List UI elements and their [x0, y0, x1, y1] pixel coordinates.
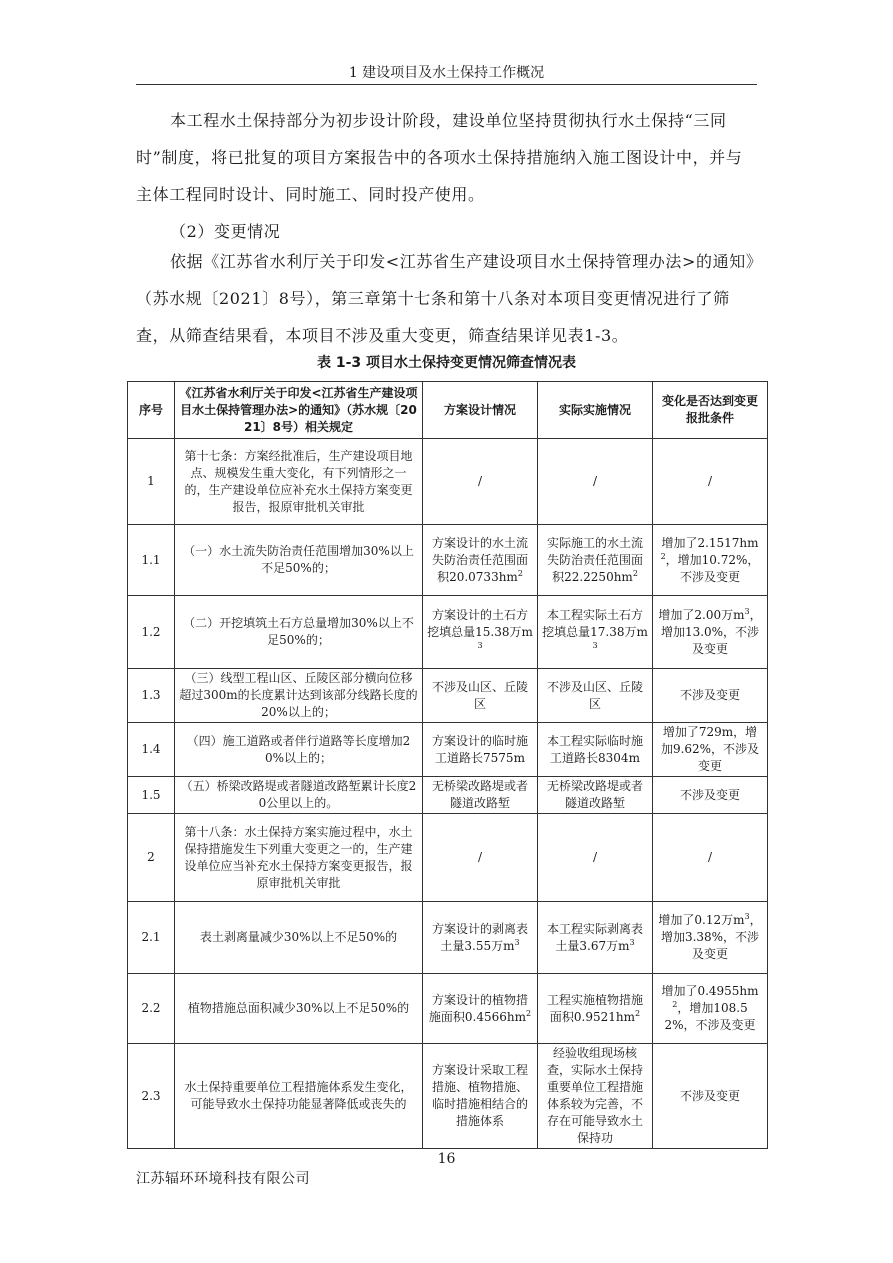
- table-row: [128, 669, 768, 723]
- row-reached: 不涉及变更: [653, 669, 768, 723]
- section-heading-changes: （2）变更情况: [170, 222, 281, 241]
- row-rule: （二）开挖填筑土石方总量增加30%以上不足50%的；: [175, 596, 423, 669]
- unit-superscript: 3: [744, 912, 750, 921]
- table-row: [128, 974, 768, 1044]
- row-seq: 2.1: [128, 902, 175, 974]
- header-seq: 序号: [128, 382, 175, 439]
- row-reached: [653, 902, 768, 974]
- row-plan: 不涉及山区、丘陵区: [423, 669, 538, 723]
- plan-text: 方案设计的剥离表土量3.55万m: [431, 921, 528, 953]
- plan-text: 方案设计的水土流失防治责任范围面积20.0733hm: [431, 535, 528, 584]
- header-plan: 方案设计情况: [423, 382, 538, 439]
- table-row: [128, 902, 768, 974]
- table-row: [128, 723, 768, 777]
- row-actual: 本工程实际临时施工道路长8304m: [538, 723, 653, 777]
- page-number: 16: [437, 1151, 456, 1167]
- unit-superscript: 3: [514, 937, 520, 947]
- row-rule: （五）桥梁改路堤或者隧道改路堑累计长度20公里以上的。: [175, 777, 423, 814]
- row-actual: /: [538, 814, 653, 902]
- row-rule: （四）施工道路或者伴行道路等长度增加20%以上的；: [175, 723, 423, 777]
- row-plan: [423, 525, 538, 596]
- row-reached: 不涉及变更: [653, 1044, 768, 1149]
- row-seq: 1: [128, 439, 175, 525]
- row-actual: [538, 596, 653, 669]
- company-name: 江苏辐环环境科技有限公司: [136, 1171, 310, 1187]
- table-row: [128, 525, 768, 596]
- row-rule: 水土保持重要单位工程措施体系发生变化，可能导致水土保持功能显著降低或丧失的: [175, 1044, 423, 1149]
- row-actual: [538, 525, 653, 596]
- change-screening-table: [127, 381, 768, 1149]
- reached-text-end: ，增加108.52%，不涉及变更: [664, 1001, 756, 1032]
- row-reached: 增加了729m，增加9.62%，不涉及变更: [653, 723, 768, 777]
- header-divider: [136, 84, 757, 85]
- reached-text: 增加了2.1517hm: [661, 535, 759, 550]
- unit-superscript: 3: [592, 640, 598, 650]
- row-reached: [653, 525, 768, 596]
- row-plan: 方案设计的临时施工道路长7575m: [423, 723, 538, 777]
- reached-text-end: ，增加3.38%，不涉及变更: [660, 913, 762, 961]
- row-plan: [423, 974, 538, 1044]
- row-plan: /: [423, 814, 538, 902]
- unit-superscript: 3: [744, 606, 750, 616]
- table-header-row: [128, 382, 768, 439]
- table-row: [128, 1044, 768, 1149]
- row-rule: 植物措施总面积减少30%以上不足50%的: [175, 974, 423, 1044]
- row-actual: 无桥梁改路堤或者隧道改路堑: [538, 777, 653, 814]
- unit-superscript: 3: [477, 640, 483, 650]
- row-rule: 第十八条：水土保持方案实施过程中，水土保持措施发生下列重大变更之一的，生产建设单位应当补充水土保持方案变更报告，报原审批机关审批: [175, 814, 423, 902]
- actual-text: 实际施工的水土流失防治责任范围面积22.2250hm: [546, 535, 643, 584]
- page-header: 1 建设项目及水土保持工作概况: [348, 65, 545, 81]
- actual-text: 本工程实际土石方挖填总量17.38万m: [542, 607, 648, 639]
- header-reached: 变化是否达到变更报批条件: [653, 382, 768, 439]
- unit-superscript: 2: [526, 1008, 532, 1018]
- row-seq: 2: [128, 814, 175, 902]
- unit-superscript: 3: [629, 937, 635, 947]
- row-actual: [538, 974, 653, 1044]
- row-plan: /: [423, 439, 538, 525]
- reached-text: 增加了2.00万m: [658, 607, 745, 622]
- row-rule: 第十七条：方案经批准后，生产建设项目地点、规模发生重大变化，有下列情形之一的，生产建设单位应补充水土保持方案变更报告，报原审批机关审批: [175, 439, 423, 525]
- row-seq: 1.4: [128, 723, 175, 777]
- row-reached: /: [653, 439, 768, 525]
- table-row: [128, 439, 768, 525]
- unit-superscript: 2: [632, 568, 638, 578]
- row-seq: 2.3: [128, 1044, 175, 1149]
- row-rule: 表土剥离量减少30%以上不足50%的: [175, 902, 423, 974]
- plan-text: 方案设计的植物措施面积0.4566hm: [428, 992, 528, 1024]
- reached-text-end: ，增加13.0%，不涉及变更: [660, 607, 762, 656]
- row-seq: 1.3: [128, 669, 175, 723]
- reached-text: 增加了0.4955hm: [661, 984, 759, 998]
- row-rule: （三）线型工程山区、丘陵区部分横向位移超过300m的长度累计达到该部分线路长度的20%以上的；: [175, 669, 423, 723]
- table-caption: 表 1-3 项目水土保持变更情况筛查情况表: [316, 355, 577, 371]
- row-actual: 不涉及山区、丘陵区: [538, 669, 653, 723]
- row-seq: 1.2: [128, 596, 175, 669]
- row-plan: 无桥梁改路堤或者隧道改路堑: [423, 777, 538, 814]
- row-plan: [423, 596, 538, 669]
- table-row: [128, 596, 768, 669]
- row-actual: 经验收组现场核查，实际水土保持重要单位工程措施体系较为完善，不存在可能导致水土保持功: [538, 1044, 653, 1149]
- table-row: [128, 777, 768, 814]
- table-row: [128, 814, 768, 902]
- row-seq: 1.1: [128, 525, 175, 596]
- row-seq: 1.5: [128, 777, 175, 814]
- unit-superscript: 2: [635, 1008, 641, 1018]
- unit-superscript: 2: [517, 568, 523, 578]
- actual-text: 工程实施植物措施面积0.9521hm: [546, 992, 643, 1024]
- plan-text: 方案设计的土石方挖填总量15.38万m: [427, 607, 533, 639]
- row-reached: [653, 974, 768, 1044]
- row-actual: [538, 902, 653, 974]
- row-plan: [423, 902, 538, 974]
- unit-superscript: 2: [660, 551, 666, 561]
- reached-text: 增加了0.12万m: [658, 913, 745, 927]
- actual-text: 本工程实际剥离表土量3.67万m: [546, 921, 643, 953]
- row-reached: 不涉及变更: [653, 777, 768, 814]
- body-paragraph-2: 依据《江苏省水利厅关于印发<江苏省生产建设项目水土保持管理办法>的通知》（苏水规〔2021〕8号），第三章第十七条和第十八条对本项目变更情况进行了筛查，从筛查结果看，本项目不涉及重大变更，筛查结果详见表1-3。: [136, 252, 755, 345]
- row-reached: /: [653, 814, 768, 902]
- row-reached: [653, 596, 768, 669]
- header-rule: 《江苏省水利厅关于印发<江苏省生产建设项目水土保持管理办法>的通知》（苏水规〔2021〕8号）相关规定: [175, 382, 423, 439]
- header-actual: 实际实施情况: [538, 382, 653, 439]
- row-seq: 2.2: [128, 974, 175, 1044]
- row-rule: （一）水土流失防治责任范围增加30%以上不足50%的；: [175, 525, 423, 596]
- reached-text-end: ，增加10.72%，不涉及变更: [665, 552, 760, 584]
- row-actual: /: [538, 439, 653, 525]
- unit-superscript: 2: [672, 1000, 678, 1009]
- row-plan: 方案设计采取工程措施、植物措施、临时措施相结合的措施体系: [423, 1044, 538, 1149]
- body-paragraph-1: 本工程水土保持部分为初步设计阶段，建设单位坚持贯彻执行水土保持“三同时”制度，将已批复的项目方案报告中的各项水土保持措施纳入施工图设计中，并与主体工程同时设计、同时施工、同时投产使用。: [136, 111, 743, 204]
